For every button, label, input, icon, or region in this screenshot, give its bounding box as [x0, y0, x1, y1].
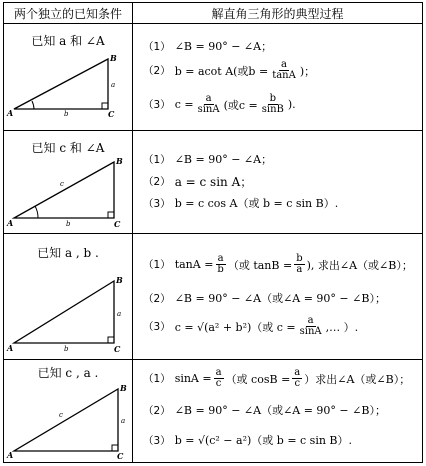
step-number: （1）	[143, 153, 171, 166]
numerator: b	[296, 253, 303, 264]
step-text: （或 tanB =	[227, 258, 293, 272]
vertex-label-C: C	[114, 219, 121, 228]
vertex-label-B: B	[110, 53, 117, 63]
header-solving-process: 解直角三角形的典型过程	[133, 3, 423, 24]
case-row-1	[4, 24, 423, 131]
vertex-label-B: B	[120, 383, 127, 393]
vertex-label-A: A	[7, 218, 14, 228]
case-4-right	[133, 360, 423, 463]
side-label-b: b	[66, 220, 71, 228]
numerator: a	[307, 315, 314, 326]
case-row-3	[4, 234, 423, 360]
triangle-shape	[14, 389, 118, 451]
case-3-right	[133, 234, 423, 360]
step-text: b = c cos A（或 b = c sin B）.	[174, 197, 339, 210]
step-number: （2）	[143, 292, 171, 305]
side-label-c: c	[60, 180, 64, 188]
step-text: ∠B = 90° − ∠A；	[174, 153, 273, 166]
fraction	[215, 254, 225, 275]
step-text: ）求出∠A（或∠B）；	[304, 372, 411, 386]
side-label-a: a	[111, 81, 116, 89]
numerator: a	[294, 367, 301, 378]
step-number: （2）	[143, 65, 171, 77]
case-2-step-2	[143, 173, 252, 190]
vertex-label-C: C	[117, 451, 124, 459]
step-text: (或c =	[223, 98, 258, 112]
vertex-label-C: C	[108, 109, 115, 119]
angle-arc	[32, 101, 34, 109]
numerator: a	[217, 253, 224, 264]
step-text: b = acot A(或b =	[174, 64, 269, 78]
case-2-step-1	[143, 151, 272, 167]
step-text: ,… ）.	[325, 320, 359, 334]
fraction	[196, 94, 222, 115]
case-1-step-2	[143, 60, 315, 81]
case-2-right	[133, 131, 423, 234]
case-4-triangle-diagram	[4, 381, 130, 459]
fraction	[292, 368, 302, 389]
step-text: （或 cosB =	[225, 372, 291, 386]
step-text: c =	[174, 98, 194, 111]
step-text: ).	[287, 98, 296, 111]
case-row-2	[4, 131, 423, 234]
side-label-a: a	[121, 417, 126, 425]
step-number: （3）	[143, 197, 171, 210]
case-3-step-3	[143, 316, 358, 337]
case-4-title: 已知 c , a .	[37, 366, 99, 380]
vertex-label-A: A	[7, 108, 14, 118]
triangle-shape	[14, 59, 108, 109]
case-1-step-1	[143, 38, 272, 54]
side-label-c: c	[59, 411, 63, 419]
case-4-step-3	[143, 432, 352, 448]
case-1-step-3	[143, 94, 296, 115]
step-number: （1）	[143, 373, 171, 385]
angle-arc	[35, 206, 38, 218]
case-3-step-1	[143, 254, 413, 275]
vertex-label-B: B	[116, 156, 123, 166]
side-label-b: b	[64, 110, 69, 118]
fraction	[298, 316, 324, 337]
numerator: a	[205, 93, 212, 104]
fraction	[214, 368, 224, 389]
case-3-triangle-diagram	[4, 261, 130, 353]
case-2-title: 已知 c 和 ∠A	[31, 141, 105, 155]
step-number: （3）	[143, 434, 171, 447]
triangle-shape	[14, 162, 114, 218]
step-number: （1）	[143, 40, 171, 53]
side-label-a: a	[117, 310, 122, 318]
fraction	[294, 254, 304, 275]
right-angle-mark	[108, 212, 114, 218]
step-text: c = √(a² + b²)（或 c =	[174, 320, 296, 334]
denominator: sinA	[299, 326, 322, 337]
step-text: b = √(c² − a²)（或 b = c sin B）.	[174, 434, 353, 447]
case-4-step-2	[143, 402, 386, 418]
step-text: ∠B = 90° − ∠A（或∠A = 90° − ∠B）；	[174, 404, 386, 417]
denominator: a	[296, 264, 303, 275]
side-label-b: b	[64, 345, 69, 353]
case-1-right	[133, 24, 423, 131]
triangle-shape	[14, 281, 114, 343]
step-number: （2）	[143, 404, 171, 417]
denominator: sinB	[261, 104, 284, 115]
fraction	[270, 60, 298, 81]
denominator: sinA	[197, 104, 220, 115]
summary-table	[3, 2, 423, 463]
vertex-label-A: A	[7, 343, 14, 353]
step-text: sinA =	[174, 372, 212, 385]
denominator: c	[294, 378, 301, 389]
step-text: a = c sin A；	[174, 175, 253, 189]
denominator: tanA	[272, 70, 296, 81]
vertex-label-A: A	[7, 450, 14, 459]
step-number: （3）	[143, 321, 171, 333]
step-number: （1）	[143, 259, 171, 271]
denominator: b	[217, 264, 224, 275]
case-1-left	[4, 24, 133, 131]
step-text: ∠B = 90° − ∠A（或∠A = 90° − ∠B）；	[174, 292, 386, 305]
step-text: tanA =	[174, 258, 214, 271]
case-1-title: 已知 a 和 ∠A	[31, 34, 105, 48]
vertex-label-C: C	[114, 344, 121, 353]
numerator: a	[281, 59, 287, 70]
case-4-step-1	[143, 368, 410, 389]
step-text: ), 求出∠A（或∠B）；	[306, 258, 413, 272]
header-known-conditions: 两个独立的已知条件	[4, 3, 133, 24]
case-3-step-2	[143, 290, 386, 306]
right-angle-mark	[108, 337, 114, 343]
step-number: （2）	[143, 176, 171, 188]
vertex-label-B: B	[116, 275, 123, 285]
step-text: )；	[299, 64, 316, 78]
case-2-triangle-diagram	[4, 156, 130, 228]
denominator: c	[215, 378, 222, 389]
case-2-left	[4, 131, 133, 234]
step-text: ∠B = 90° − ∠A；	[174, 40, 273, 53]
case-3-left	[4, 234, 133, 360]
numerator: b	[269, 93, 276, 104]
case-3-title: 已知 a , b .	[37, 246, 99, 260]
fraction	[260, 94, 286, 115]
case-2-step-3	[143, 195, 338, 211]
case-4-left	[4, 360, 133, 463]
step-number: （3）	[143, 99, 171, 111]
case-row-4	[4, 360, 423, 463]
numerator: a	[215, 367, 222, 378]
case-1-triangle-diagram	[4, 49, 130, 119]
